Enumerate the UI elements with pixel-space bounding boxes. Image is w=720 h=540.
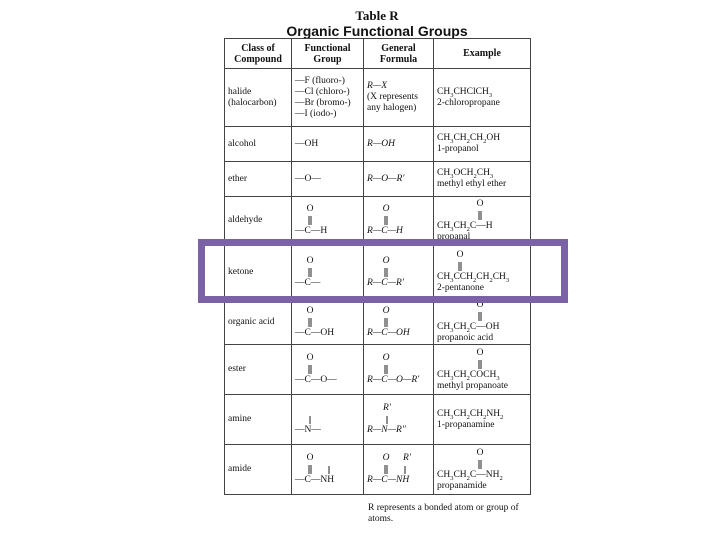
carbonyl-oxygen: O xyxy=(306,305,314,316)
example-name: 1-propanamine xyxy=(437,419,495,430)
footnote: R represents a bonded atom or group of atoms. xyxy=(368,503,519,524)
carbonyl-oxygen: O xyxy=(382,305,390,316)
carbonyl-oxygen: O xyxy=(306,453,314,463)
group-cell xyxy=(292,300,364,345)
single-bond xyxy=(387,416,388,424)
example-name: propanamide xyxy=(437,480,487,491)
functional-group xyxy=(295,204,327,237)
class-name: ether xyxy=(225,162,292,197)
example-formula: O $CH_3CH_2COCH_3$ xyxy=(437,347,500,382)
table-row-organic-acid xyxy=(225,300,531,345)
formula-skeleton: R—C—OH xyxy=(367,327,410,338)
carbonyl-oxygen: O xyxy=(476,347,484,358)
double-bond xyxy=(385,318,388,327)
formula-cell xyxy=(364,445,434,495)
double-bond xyxy=(479,211,482,220)
general-formula xyxy=(367,403,406,436)
substituent-r-prime: R′ xyxy=(383,403,391,413)
formula-skeleton: R—C—R′ xyxy=(367,277,404,288)
example-cell xyxy=(434,395,531,445)
col-header-formula: General Formula xyxy=(364,39,434,69)
double-bond xyxy=(309,465,312,474)
group-cell xyxy=(292,395,364,445)
table-title-block xyxy=(224,8,530,39)
col-header-group: Functional Group xyxy=(292,39,364,69)
example-formula: O $CH_3CH_2C—NH_2$ xyxy=(437,447,503,482)
class-name: organic acid xyxy=(225,300,292,345)
functional-group: —OH xyxy=(292,127,364,162)
double-bond xyxy=(479,360,482,369)
class-name-alt: (halocarbon) xyxy=(228,97,277,108)
carbonyl-oxygen: O xyxy=(382,353,390,363)
single-bond xyxy=(310,416,311,424)
group-line: —I (iodo-) xyxy=(295,108,337,119)
class-name: halide xyxy=(228,86,252,97)
group-cell xyxy=(292,69,364,127)
class-name: ketone xyxy=(225,245,292,300)
class-name: alcohol xyxy=(225,127,292,162)
example-formula: O $CH_3CCH_2CH_2CH_3$ xyxy=(437,250,510,284)
group-cell xyxy=(292,445,364,495)
example-formula: $CH_3CH_2CH_2NH_2$ xyxy=(437,408,504,421)
group-skeleton: —C—OH xyxy=(295,327,335,338)
example-formula: $CH_3CH_2CH_2OH$ xyxy=(437,133,501,145)
class-cell xyxy=(225,69,292,127)
group-skeleton: —C—H xyxy=(295,226,328,236)
functional-group: —O— xyxy=(292,162,364,197)
general-formula xyxy=(367,306,410,339)
group-line: —F (fluoro-) xyxy=(295,75,345,86)
class-name: amine xyxy=(225,395,292,445)
header-row xyxy=(225,39,531,69)
table-row-aldehyde xyxy=(225,197,531,245)
formula-note: any halogen) xyxy=(367,103,417,113)
formula-skeleton: R—C—NH xyxy=(367,475,410,485)
group-skeleton: —C—NH xyxy=(295,475,335,485)
table-row-ether xyxy=(225,162,531,197)
group-cell xyxy=(292,197,364,245)
example-formula: $CH_3OCH_2CH_3$ xyxy=(437,168,494,180)
double-bond xyxy=(309,216,312,225)
example-name: propanoic acid xyxy=(437,333,494,343)
example-name: propanal xyxy=(437,231,471,242)
example-cell xyxy=(434,127,531,162)
general-formula: R—OH xyxy=(364,127,434,162)
formula-skeleton: R—C—H xyxy=(367,226,403,236)
col-header-example: Example xyxy=(434,39,531,69)
group-line: —Cl (chloro-) xyxy=(295,86,350,97)
group-line: —Br (bromo-) xyxy=(295,97,351,108)
general-formula: R—O—R′ xyxy=(364,162,434,197)
table-row-amide xyxy=(225,445,531,495)
table-title: Organic Functional Groups xyxy=(286,23,468,39)
ketone-highlight-box xyxy=(198,239,568,303)
double-bond xyxy=(479,460,482,469)
example-formula: $CH_3CHClCH_3$ xyxy=(437,86,493,99)
example-formula: O $CH_3CH_2C—H$ xyxy=(437,198,493,233)
table-row-ester xyxy=(225,345,531,395)
carbonyl-oxygen: O xyxy=(456,250,464,260)
formula-note: (X represents xyxy=(367,92,418,102)
example-name: 2-pentanone xyxy=(437,283,484,293)
carbonyl-oxygen: O xyxy=(306,204,314,214)
example-formula: O $CH_3CH_2C—OH$ xyxy=(437,300,500,334)
single-bond xyxy=(329,466,330,474)
example-cell xyxy=(434,162,531,197)
general-formula: R—X xyxy=(367,81,388,91)
double-bond xyxy=(385,216,388,225)
functional-group xyxy=(295,306,334,339)
formula-cell xyxy=(364,69,434,127)
group-skeleton: —C— xyxy=(295,277,321,288)
functional-group xyxy=(295,353,337,386)
group-skeleton: —C—O— xyxy=(295,375,337,385)
formula-cell xyxy=(364,395,434,445)
carbonyl-oxygen: O xyxy=(382,453,390,463)
carbonyl-oxygen: O xyxy=(476,300,484,310)
example-cell xyxy=(434,445,531,495)
table-row-amine xyxy=(225,395,531,445)
example-cell xyxy=(434,197,531,245)
example-name: methyl propanoate xyxy=(437,380,508,391)
substituent-r-prime: R′ xyxy=(403,453,411,463)
double-bond xyxy=(385,365,388,374)
carbonyl-oxygen: O xyxy=(382,255,390,266)
functional-group xyxy=(295,453,334,486)
general-formula xyxy=(367,453,409,486)
group-skeleton: —N— xyxy=(295,425,321,435)
carbonyl-oxygen: O xyxy=(382,204,390,214)
example-name: methyl ethyl ether xyxy=(437,179,507,189)
functional-group xyxy=(295,403,321,436)
carbonyl-oxygen: O xyxy=(476,447,484,458)
carbonyl-oxygen: O xyxy=(306,353,314,363)
example-name: 2-chloropropane xyxy=(437,97,500,108)
table-row-alcohol xyxy=(225,127,531,162)
class-name: ester xyxy=(225,345,292,395)
table-number: Table R xyxy=(355,8,399,23)
table-row-halide xyxy=(225,69,531,127)
formula-cell xyxy=(364,345,434,395)
carbonyl-oxygen: O xyxy=(476,198,484,209)
double-bond xyxy=(479,312,482,321)
single-bond xyxy=(405,466,406,474)
carbonyl-oxygen: O xyxy=(306,255,314,266)
formula-cell xyxy=(364,300,434,345)
double-bond xyxy=(385,465,388,474)
group-cell xyxy=(292,345,364,395)
general-formula xyxy=(367,204,403,237)
class-name: aldehyde xyxy=(225,197,292,245)
col-header-class: Class of Compound xyxy=(225,39,292,69)
example-cell xyxy=(434,69,531,127)
formula-cell xyxy=(364,197,434,245)
example-cell xyxy=(434,345,531,395)
general-formula xyxy=(367,353,419,386)
example-name: 1-propanol xyxy=(437,144,479,154)
example-cell xyxy=(434,300,531,345)
formula-skeleton: R—C—O—R′ xyxy=(367,375,420,385)
double-bond xyxy=(309,318,312,327)
double-bond xyxy=(309,365,312,374)
class-name: amide xyxy=(225,445,292,495)
formula-skeleton: R—N—R″ xyxy=(367,425,406,435)
